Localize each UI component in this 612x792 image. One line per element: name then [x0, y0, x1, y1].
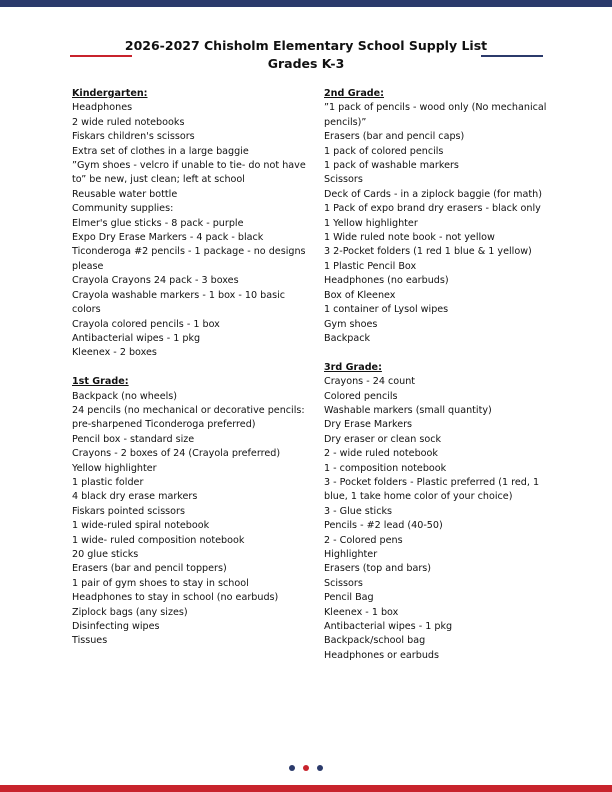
second-grade-section — [324, 87, 564, 346]
right-column — [324, 87, 564, 663]
second-grade-list — [324, 101, 564, 346]
header-rule-right — [481, 55, 543, 57]
list-item: Crayons - 2 boxes of 24 (Crayola preferred) — [72, 448, 281, 460]
first-grade-list — [72, 390, 312, 649]
list-item: 2 - wide ruled notebook — [324, 448, 438, 460]
list-item: 2 wide ruled notebooks — [72, 116, 185, 128]
list-item: 3 2-Pocket folders (1 red 1 blue & 1 yellow) — [324, 246, 532, 258]
list-item: Extra set of clothes in a large baggie — [72, 145, 249, 157]
left-column — [72, 87, 312, 649]
third-grade-section — [324, 361, 564, 664]
list-item: Disinfecting wipes — [72, 621, 160, 633]
list-item: 1 - composition notebook — [324, 462, 447, 474]
list-item: Scissors — [324, 577, 363, 589]
list-item: Colored pencils — [324, 390, 398, 402]
list-item: Headphones (no earbuds) — [324, 275, 449, 287]
list-item: Crayola colored pencils - 1 box — [72, 318, 220, 330]
list-item: Pencil Bag — [324, 592, 374, 604]
third-grade-list — [324, 375, 564, 663]
list-item: 1 pack of colored pencils — [324, 145, 444, 157]
list-item: Gym shoes — [324, 318, 378, 330]
section-gap — [324, 346, 564, 360]
kindergarten-list — [72, 101, 312, 360]
dot-navy-left — [289, 765, 295, 771]
dot-red-center — [303, 765, 309, 771]
list-item: 1 container of Lysol wipes — [324, 304, 449, 316]
list-item: Tissues — [72, 635, 108, 647]
list-item: Fiskars children's scissors — [72, 131, 195, 143]
list-item: Erasers (bar and pencil toppers) — [72, 563, 227, 575]
list-item: 1 Yellow highlighter — [324, 217, 418, 229]
list-item: 20 glue sticks — [72, 548, 139, 560]
list-item: Headphones — [72, 102, 133, 114]
second-grade-heading: 2nd Grade: — [324, 88, 385, 99]
header-rule-left — [70, 55, 132, 57]
list-item: Erasers (top and bars) — [324, 563, 432, 575]
list-item: Ziplock bags (any sizes) — [72, 606, 188, 618]
list-item: ”Gym shoes - velcro if unable to tie- do not have to” be new, just clean; left at school — [72, 160, 306, 186]
list-item: Antibacterial wipes - 1 pkg — [324, 621, 453, 633]
bottom-border-bar — [0, 785, 612, 792]
list-item: ”1 pack of pencils - wood only (No mechanical pencils)” — [324, 102, 547, 128]
list-item: 2 - Colored pens — [324, 534, 403, 546]
list-item: Pencil box - standard size — [72, 433, 195, 445]
list-item: 1 pack of washable markers — [324, 160, 459, 172]
page-title: 2026-2027 Chisholm Elementary School Supply List — [124, 38, 488, 53]
list-item: Pencils - #2 lead (40-50) — [324, 520, 443, 532]
list-item: Elmer's glue sticks - 8 pack - purple — [72, 217, 244, 229]
first-grade-section — [72, 375, 312, 649]
list-item: 1 pair of gym shoes to stay in school — [72, 577, 249, 589]
kindergarten-heading: Kindergarten: — [72, 88, 148, 99]
list-item: Yellow highlighter — [72, 462, 157, 474]
third-grade-heading: 3rd Grade: — [324, 361, 382, 373]
list-item: Box of Kleenex — [324, 289, 396, 301]
list-item: Dry eraser or clean sock — [324, 433, 442, 445]
list-item: 1 wide-ruled spiral notebook — [72, 520, 210, 532]
list-item: Ticonderoga #2 pencils - 1 package - no designs please — [72, 246, 306, 272]
list-item: 3 - Pocket folders - Plastic preferred (1 red, 1 blue, 1 take home color of your choice) — [324, 476, 540, 503]
list-item: 1 wide- ruled composition notebook — [72, 534, 245, 546]
list-item: Antibacterial wipes - 1 pkg — [72, 332, 201, 344]
list-item: 3 - Glue sticks — [324, 505, 393, 517]
list-item: 1 plastic folder — [72, 476, 144, 488]
first-grade-heading: 1st Grade: — [72, 376, 129, 388]
list-item: Headphones to stay in school (no earbuds) — [72, 592, 279, 604]
list-item: 1 Wide ruled note book - not yellow — [324, 232, 495, 244]
list-item: 24 pencils (no mechanical or decorative pencils: pre-sharpened Ticonderoga preferred) — [72, 404, 305, 431]
list-item: Highlighter — [324, 548, 378, 560]
dot-navy-right — [317, 765, 323, 771]
list-item: Reusable water bottle — [72, 188, 178, 200]
top-border-bar — [0, 0, 612, 7]
list-item: Expo Dry Erase Markers - 4 pack - black — [72, 232, 264, 244]
list-item: Scissors — [324, 174, 363, 186]
list-item: Headphones or earbuds — [324, 649, 440, 661]
list-item: 4 black dry erase markers — [72, 491, 198, 503]
list-item: Backpack — [324, 332, 371, 344]
list-item: Crayons - 24 count — [324, 376, 416, 388]
list-item: Kleenex - 2 boxes — [72, 347, 157, 359]
list-item: Washable markers (small quantity) — [324, 404, 492, 416]
list-item: Dry Erase Markers — [324, 419, 413, 431]
list-item: 1 Plastic Pencil Box — [324, 260, 417, 272]
list-item: Crayola Crayons 24 pack - 3 boxes — [72, 275, 239, 287]
list-item: Fiskars pointed scissors — [72, 505, 185, 517]
list-item: Crayola washable markers - 1 box - 10 basic colors — [72, 289, 286, 316]
list-item: Backpack/school bag — [324, 635, 426, 647]
list-item: Community supplies: — [72, 203, 174, 215]
list-item: Erasers (bar and pencil caps) — [324, 131, 465, 143]
list-item: 1 Pack of expo brand dry erasers - black only — [324, 203, 541, 215]
kindergarten-section — [72, 87, 312, 361]
section-gap — [72, 361, 312, 375]
list-item: Kleenex - 1 box — [324, 606, 399, 618]
list-item: Backpack (no wheels) — [72, 390, 178, 402]
list-item: Deck of Cards - in a ziplock baggie (for math) — [324, 188, 542, 200]
page-subtitle: Grades K-3 — [267, 56, 345, 71]
